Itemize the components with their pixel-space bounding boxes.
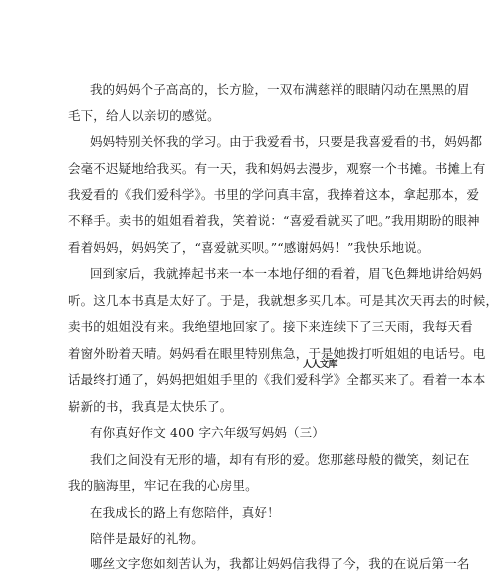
text-line-16: 我的脑海里，牢记在我的心房里。 <box>68 478 258 493</box>
text-line-12: 话最终打通了，妈妈把姐姐手里的《我们爱科学》全都买来了。看着一本本 <box>68 372 486 387</box>
text-line-8: 回到家后，我就捧起书来一本一本地仔细的看着，眉飞色舞地讲给妈妈 <box>90 266 483 281</box>
text-line-19: 哪丝文字您如刻苦认为，我都让妈妈信我得了今，我的在说后第一名 <box>90 556 470 571</box>
text-line-9: 听。这几本书真是太好了。于是，我就想多买几本。可是其次天再去的时候， <box>68 293 499 308</box>
text-line-1: 我的妈妈个子高高的，长方脸，一双布满慈祥的眼睛闪动在黑黑的眉 <box>90 82 470 97</box>
text-line-10: 卖书的姐姐没有来。我绝望地回家了。接下来连续下了三天雨，我每天看 <box>68 319 473 334</box>
watermark-label: 人人文库 <box>303 360 338 370</box>
text-line-6: 不释手。卖书的姐姐看着我，笑着说：“喜爱看就买了吧。”我用期盼的眼神 <box>68 213 480 228</box>
text-line-13: 崭新的书，我真是太快乐了。 <box>68 399 233 414</box>
text-line-3: 妈妈特别关怀我的学习。由于我爱看书，只要是我喜爱看的书，妈妈都 <box>90 134 483 149</box>
text-line-7: 看着妈妈，妈妈笑了，“喜爱就买呗。”“感谢妈妈！”我快乐地说。 <box>68 240 430 255</box>
text-line-5: 我爱看的《我们爱科学》。书里的学问真丰富，我捧着这本，拿起那本，爱 <box>68 187 480 202</box>
text-line-18: 陪伴是最好的礼物。 <box>90 531 204 546</box>
text-line-15: 我们之间没有无形的墙，却有有形的爱。您那慈母般的微笑，刻记在 <box>90 452 470 467</box>
text-line-2: 毛下，给人以亲切的感觉。 <box>68 108 220 123</box>
text-line-11: 着窗外盼着天晴。妈妈看在眼里特别焦急，于是她拨打听姐姐的电话号。电 <box>68 346 486 361</box>
text-line-4: 会毫不迟疑地给我买。有一天，我和妈妈去漫步，观察一个书摊。书摊上有 <box>68 161 486 176</box>
section-heading: 有你真好作文 400 字六年级写妈妈（三） <box>90 425 325 440</box>
text-line-17: 在我成长的路上有您陪伴，真好！ <box>90 505 280 520</box>
